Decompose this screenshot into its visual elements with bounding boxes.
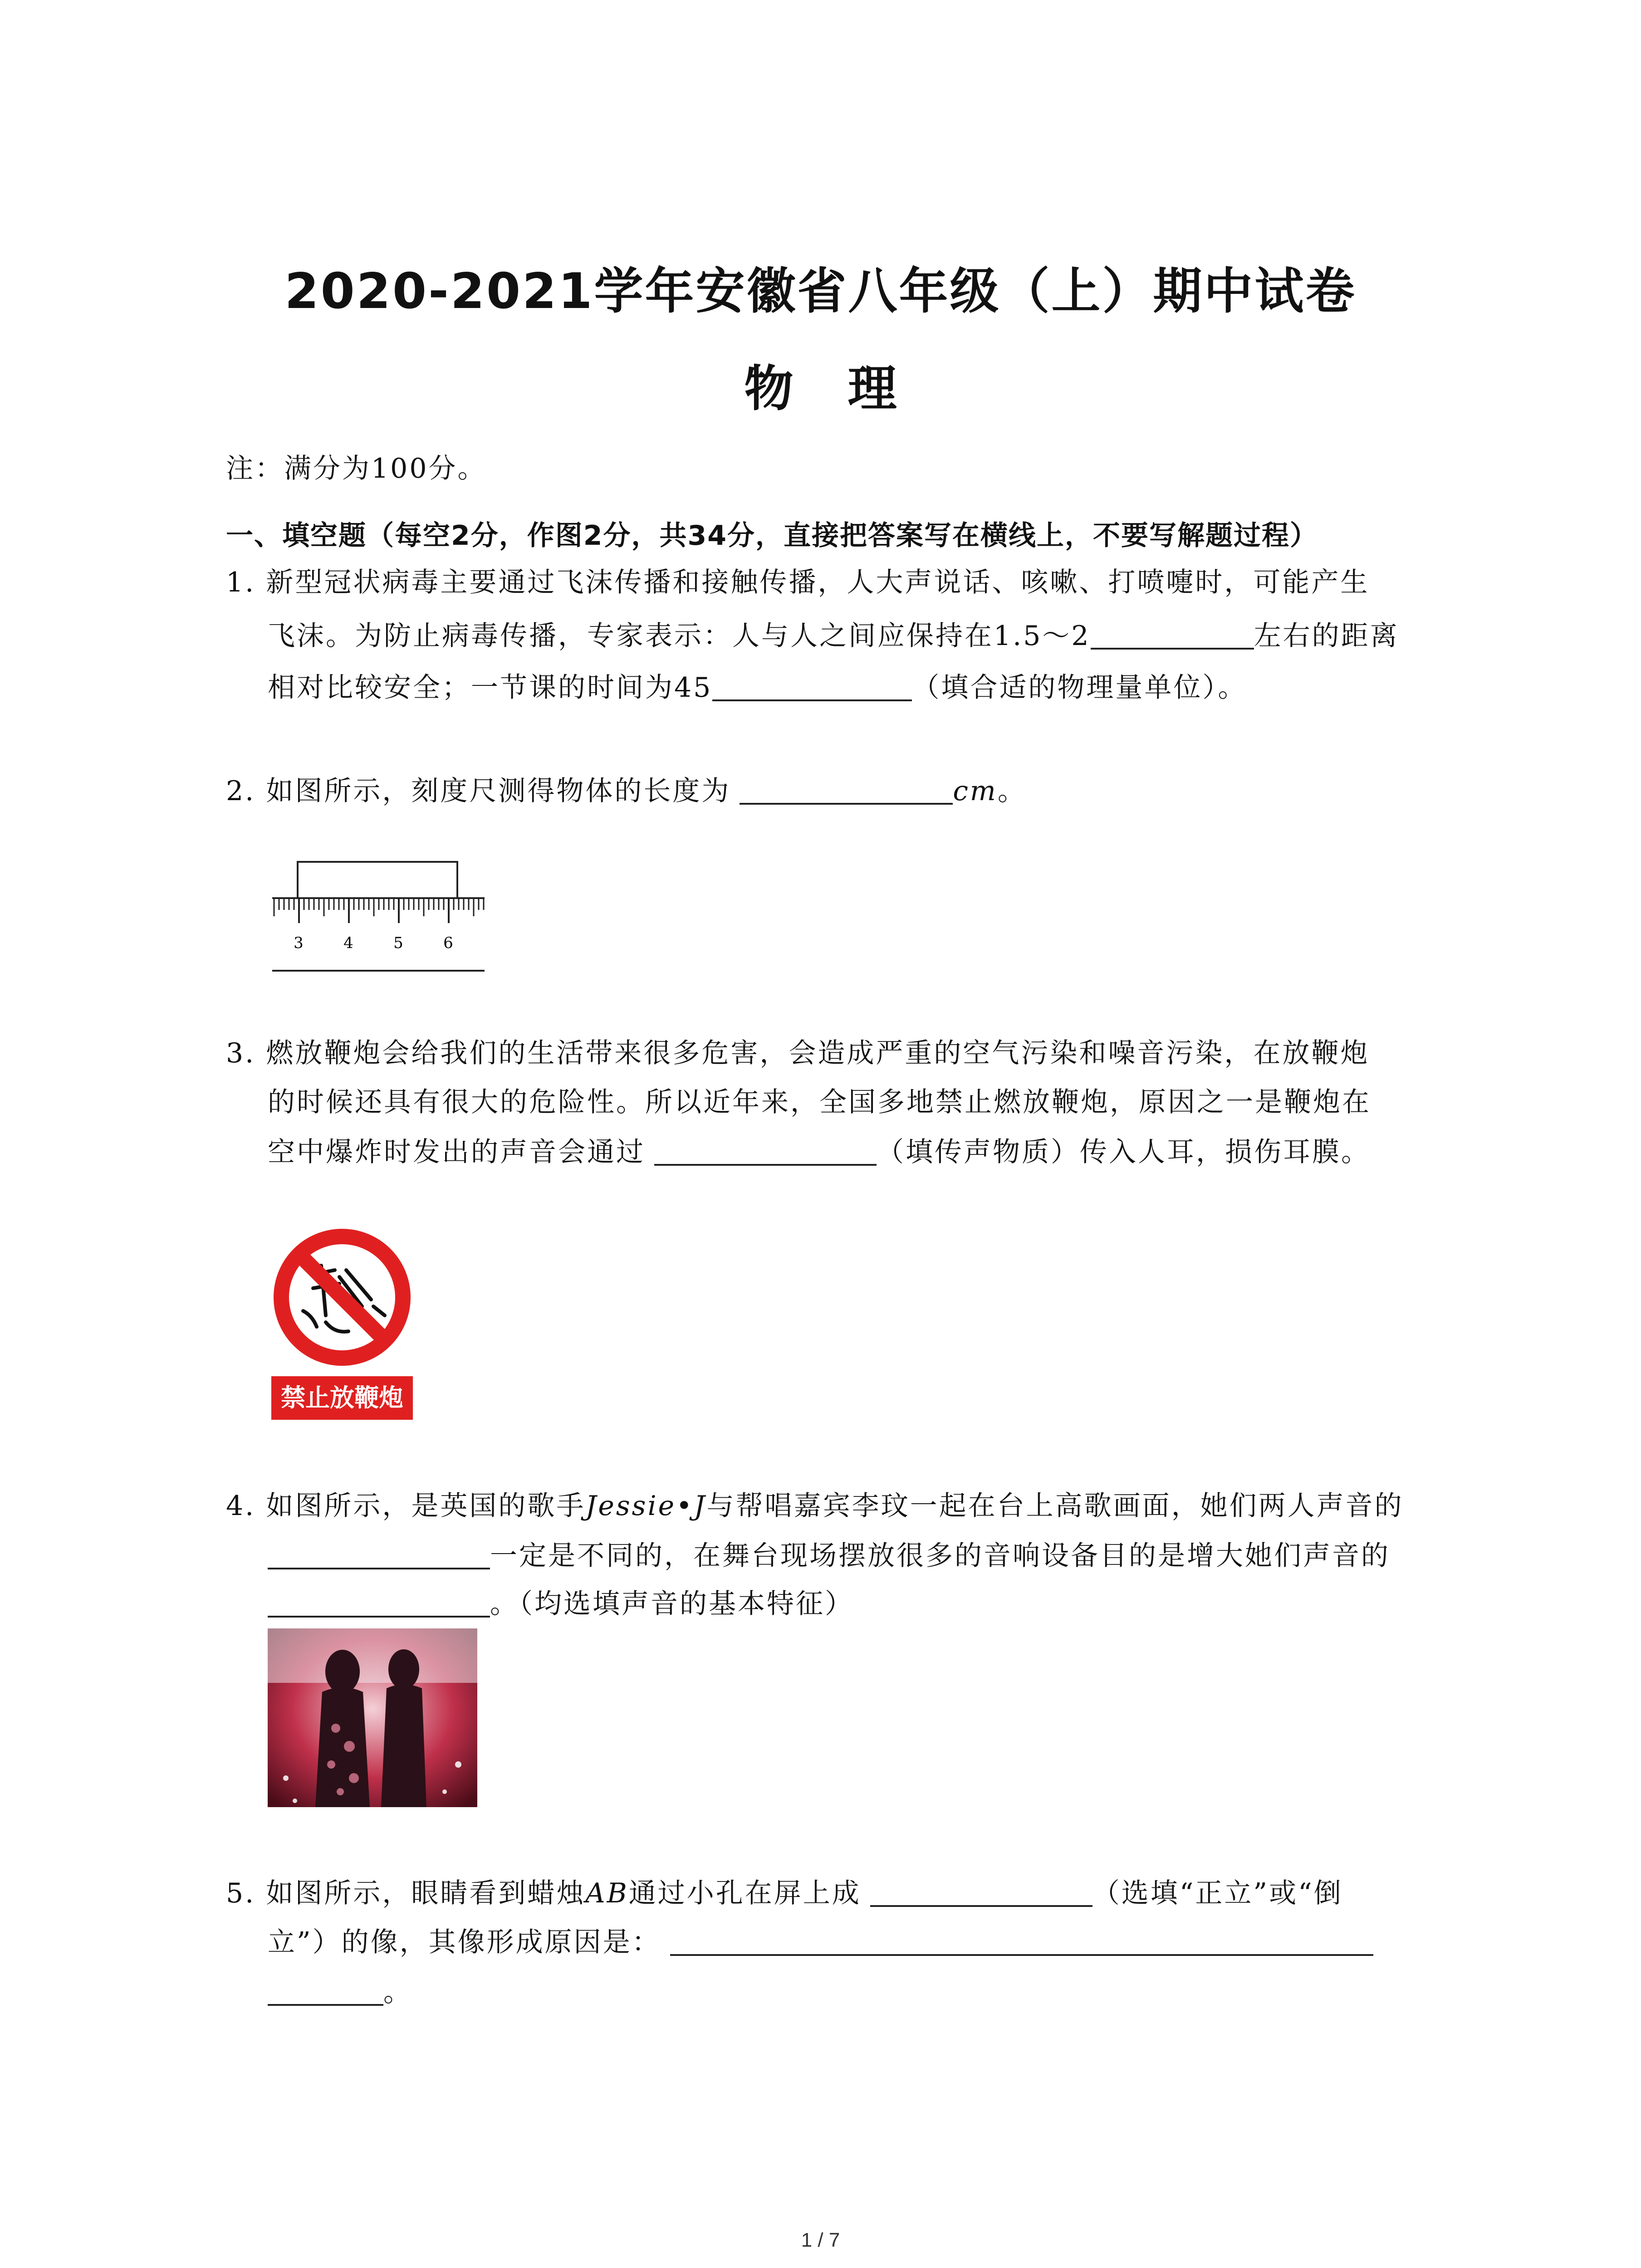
q1-line3-end: （填合适的物理量单位）。 [912,672,1247,704]
page-number: 1 / 7 [801,2229,840,2251]
ruler-ticks [274,898,484,923]
q4-line3-text: 。（均选填声音的基本特征） [490,1588,854,1620]
stage-photo [268,1628,477,1807]
q2-unit: cm [953,775,998,807]
subject-title: 物理 [744,361,951,417]
q5-line2-text: 立”）的像，其像形成原因是： [268,1926,661,1958]
q1-line3-text: 相对比较安全；一节课的时间为45 [268,672,713,704]
q5-candle-ab: AB [585,1877,629,1909]
q3-line3-end: （填传声物质）传入人耳，损伤耳膜。 [877,1136,1370,1168]
sign-label: 禁止放鞭炮 [281,1383,403,1412]
q2-end: 。 [997,775,1027,807]
q5-answer-blank-2-cont[interactable] [268,1978,383,2006]
q1-line2-end: 左右的距离 [1254,620,1399,652]
q1-answer-blank-2[interactable] [712,673,912,701]
q4-line1-end: 与帮唱嘉宾李玟一起在台上高歌画面，她们两人声音的 [706,1490,1404,1522]
ruler-figure [268,857,490,980]
q4-line1 [226,1492,1404,1520]
q4-answer-blank-1[interactable] [268,1541,490,1569]
q1-line2 [268,621,1399,650]
q3-line3-text: 空中爆炸时发出的声音会通过 [268,1136,645,1168]
ruler-label-5: 5 [393,934,403,952]
q5-answer-blank-1[interactable] [870,1879,1092,1907]
ruler-label-4: 4 [343,934,353,952]
q5-line1-end: （选填“正立”或“倒 [1092,1877,1343,1909]
q4-singer-name: Jessie•J [585,1490,707,1522]
prohibition-icon [271,1225,413,1374]
q1-line1: 1. 新型冠状病毒主要通过飞沫传播和接触传播，人大声说话、咳嗽、打喷嚏时，可能产生 [226,567,1370,598]
score-note: 注：满分为100分。 [226,453,487,484]
q5-answer-blank-2[interactable] [670,1928,1373,1956]
q1-line3 [268,672,1247,704]
measured-object [298,862,457,898]
q5-line3-text: 。 [383,1976,412,2008]
sign-label-bg [271,1376,413,1420]
exam-title: 2020-2021学年安徽省八年级（上）期中试卷 [284,263,1357,320]
q3-line2: 的时候还具有很大的危险性。所以近年来，全国多地禁止燃放鞭炮，原因之一是鞭炮在 [268,1086,1371,1118]
section-heading: 一、填空题（每空2分，作图2分，共34分，直接把答案写在横线上，不要写解题过程） [226,520,1318,552]
q2-line1 [226,777,1027,805]
q5-line3 [268,1978,412,2006]
q4-line2-text: 一定是不同的，在舞台现场摆放很多的音响设备目的是增大她们声音的 [490,1540,1390,1572]
q4-line2 [268,1540,1390,1572]
q4-line1-text: 4. 如图所示，是英国的歌手 [226,1490,586,1522]
q5-line1 [226,1879,1343,1907]
q3-line1: 3. 燃放鞭炮会给我们的生活带来很多危害，会造成严重的空气污染和噪音污染，在放鞭炮 [226,1037,1370,1069]
ruler-label-3: 3 [294,934,304,952]
q2-answer-blank[interactable] [740,777,953,805]
q3-answer-blank[interactable] [654,1138,877,1166]
ruler-label-6: 6 [443,934,453,952]
q1-answer-blank-1[interactable] [1091,621,1254,650]
q1-line2-text: 飞沫。为防止病毒传播，专家表示：人与人之间应保持在1.5～2 [268,620,1091,652]
q5-line1-text: 5. 如图所示，眼睛看到蜡烛 [226,1877,586,1909]
no-firecracker-sign [271,1225,413,1420]
q4-answer-blank-2[interactable] [268,1589,490,1618]
q3-line3 [268,1138,1370,1166]
q5-line1-mid: 通过小孔在屏上成 [628,1877,861,1909]
q4-line3 [268,1589,854,1618]
q5-line2 [268,1928,1373,1956]
q2-text: 2. 如图所示，刻度尺测得物体的长度为 [226,775,731,807]
